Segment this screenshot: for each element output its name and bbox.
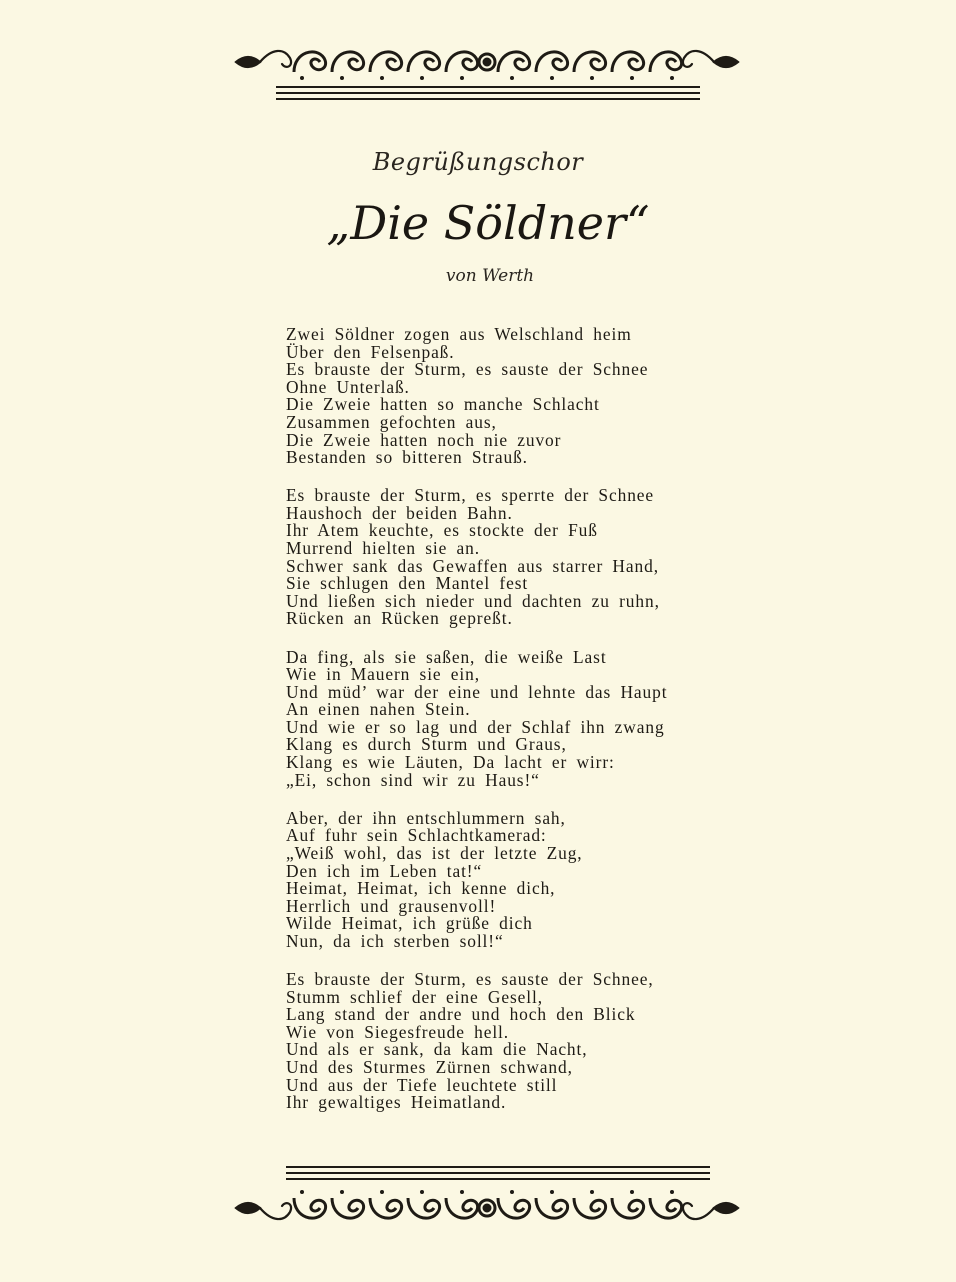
poem-line: Und müd’ war der eine und lehnte das Haupt xyxy=(286,681,668,702)
poem-line: Murrend hielten sie an. xyxy=(286,538,480,559)
poem-line: Schwer sank das Gewaffen aus starrer Hand, xyxy=(286,555,659,576)
poem-line: Da fing, als sie saßen, die weiße Last xyxy=(286,646,607,667)
stanza-5 xyxy=(286,971,746,1112)
poem-line: Es brauste der Sturm, es sauste der Schnee, xyxy=(286,969,654,989)
poem-line: Herrlich und grausenvoll! xyxy=(286,895,497,916)
poem-line: Rücken an Rücken gepreßt. xyxy=(286,608,513,629)
poem-line: Wie in Mauern sie ein, xyxy=(286,664,480,685)
poem-line: Den ich im Leben tat!“ xyxy=(286,860,483,881)
poem-line: Und des Sturmes Zürnen schwand, xyxy=(286,1056,573,1077)
poem-line: Nun, da ich sterben soll!“ xyxy=(286,930,504,951)
poem-line: Über den Felsenpaß. xyxy=(286,341,455,362)
poem-text xyxy=(286,326,746,1112)
poem-line: Heimat, Heimat, ich kenne dich, xyxy=(286,878,556,899)
stanza-4 xyxy=(286,807,746,951)
poem-line: Ihr Atem keuchte, es stockte der Fuß xyxy=(286,520,598,541)
top-rule-lines xyxy=(276,86,700,104)
poem-line: Zwei Söldner zogen aus Welschland heim xyxy=(286,324,632,344)
poem-line: Stumm schlief der eine Gesell, xyxy=(286,986,543,1007)
poem-line: Lang stand der andre und hoch den Blick xyxy=(286,1004,636,1025)
poem-line: Es brauste der Sturm, es sauste der Schnee xyxy=(286,359,649,380)
bottom-ornament-border xyxy=(232,1184,742,1232)
poem-line: „Weiß wohl, das ist der letzte Zug, xyxy=(286,842,583,863)
poem-line: Ohne Unterlaß. xyxy=(286,376,410,397)
poem-line: Wilde Heimat, ich grüße dich xyxy=(286,913,533,934)
bottom-rule-lines xyxy=(286,1166,710,1184)
poem-line: Klang es durch Sturm und Graus, xyxy=(286,734,567,755)
stanza-1 xyxy=(286,326,746,467)
poem-line: Und aus der Tiefe leuchtete still xyxy=(286,1074,558,1095)
poem-line: Wie von Siegesfreude hell. xyxy=(286,1021,510,1042)
poem-line: Zusammen gefochten aus, xyxy=(286,411,497,432)
poem-line: Ihr gewaltiges Heimatland. xyxy=(286,1092,507,1113)
author-credit: von Werth xyxy=(445,266,535,286)
poem-line: Es brauste der Sturm, es sperrte der Schnee xyxy=(286,485,655,506)
poem-line: Sie schlugen den Mantel fest xyxy=(286,573,529,594)
page-title: „Die Söldner“ xyxy=(326,196,650,250)
poem-line: Und wie er so lag und der Schlaf ihn zwang xyxy=(286,716,665,737)
poem-line: Und ließen sich nieder und dachten zu ruhn, xyxy=(286,590,660,611)
poem-line: Auf fuhr sein Schlachtkamerad: xyxy=(286,825,547,846)
poem-line: „Ei, schon sind wir zu Haus!“ xyxy=(286,769,540,790)
stanza-3 xyxy=(286,646,746,790)
poem-line: Aber, der ihn entschlummern sah, xyxy=(286,807,566,828)
top-ornament-border xyxy=(232,38,742,86)
poem-line: Und als er sank, da kam die Nacht, xyxy=(286,1039,588,1060)
poem-line: Die Zweie hatten noch nie zuvor xyxy=(286,429,562,450)
poem-line: Die Zweie hatten so manche Schlacht xyxy=(286,394,600,415)
poem-line: Klang es wie Läuten, Da lacht er wirr: xyxy=(286,752,615,773)
poem-line: Haushoch der beiden Bahn. xyxy=(286,502,513,523)
subtitle: Begrüßungschor xyxy=(372,148,584,176)
stanza-2 xyxy=(286,487,746,628)
poem-line: Bestanden so bitteren Strauß. xyxy=(286,447,528,468)
poem-line: An einen nahen Stein. xyxy=(286,699,471,720)
